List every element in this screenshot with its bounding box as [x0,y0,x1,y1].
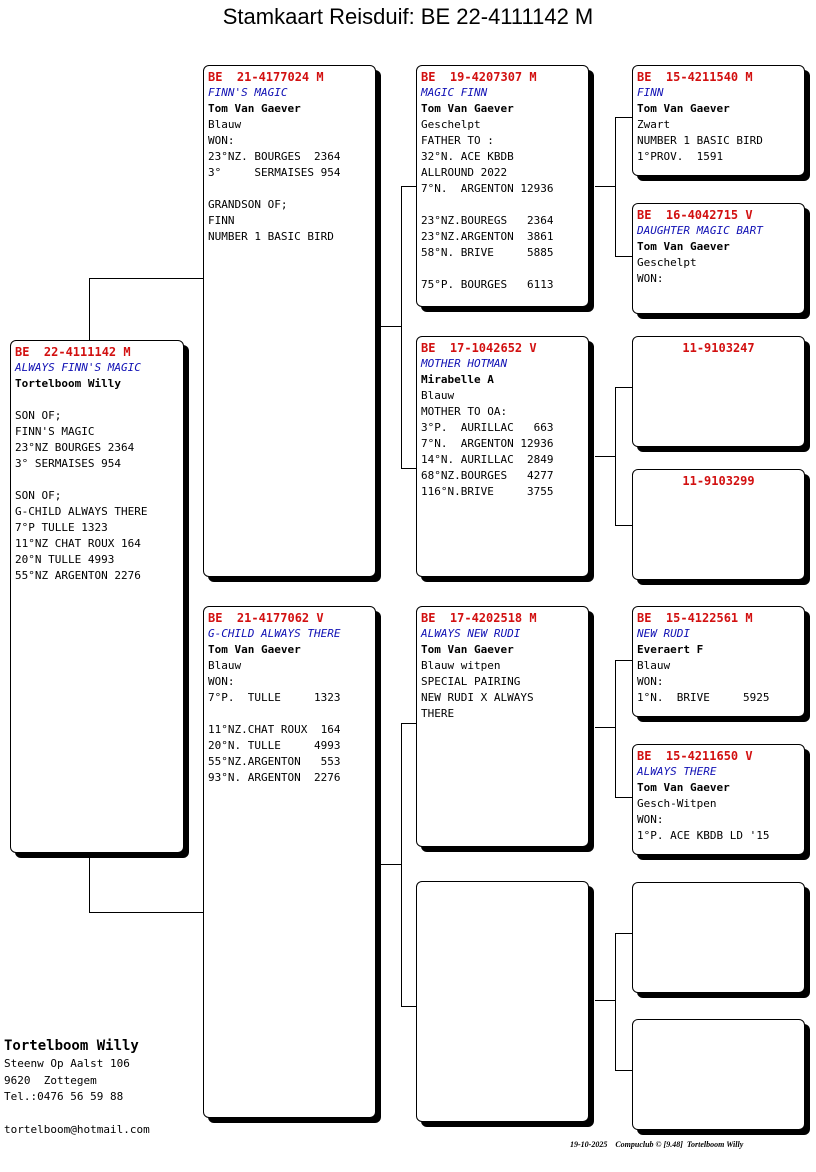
info-line [421,197,584,213]
ring-number: BE 17-1042652 V [421,341,537,355]
owner-name: Tom Van Gaever [637,102,730,115]
info-line: MOTHER TO OA: [421,405,508,418]
connector [595,456,616,457]
pigeon-card-father [203,65,376,577]
info-line: NEW RUDI X ALWAYS [421,691,534,704]
info-line: 55°NZ.ARGENTON 553 [208,755,341,768]
owner-name: Tom Van Gaever [637,240,730,253]
pigeon-name: DAUGHTER MAGIC BART [637,224,763,237]
ring-number: BE 21-4177062 V [208,611,324,625]
pigeon-card-fff [632,65,805,176]
connector [615,660,616,797]
owner-name: Tom Van Gaever [421,102,514,115]
ring-number: BE 22-4111142 M [15,345,131,359]
owner-name: Tom Van Gaever [208,643,301,656]
info-line: 3°P. AURILLAC 663 [421,421,554,434]
info-line: 3° SERMAISES 954 [15,457,121,470]
pigeon-card-fmm [632,469,805,580]
info-line: Zwart [637,118,671,131]
info-line [208,181,371,197]
info-line: ALLROUND 2022 [421,166,508,179]
ring-number: 11-9103247 [682,341,755,355]
footer: 19-10-2025 Compuclub © [9.48] Tortelboom Willy [570,1140,744,1149]
info-line: Gesch-Witpen [637,797,717,810]
info-line: WON: [637,272,664,285]
info-line: NUMBER 1 BASIC BIRD [637,134,763,147]
connector [615,933,633,934]
info-line: 23°NZ BOURGES 2364 [15,441,135,454]
connector [595,186,616,187]
info-line: 1°N. BRIVE 5925 [637,691,770,704]
info-line: Blauw witpen [421,659,501,672]
connector [615,387,633,388]
info-line [208,706,371,722]
info-line: WON: [208,675,235,688]
pigeon-name: ALWAYS NEW RUDI [421,627,521,640]
pigeon-card-mff [632,606,805,717]
info-line: 20°N TULLE 4993 [15,553,115,566]
pigeon-name: G-CHILD ALWAYS THERE [208,627,341,640]
connector [89,278,90,340]
pigeon-name: NEW RUDI [637,627,690,640]
connector [595,727,616,728]
breeder-email: tortelboom@hotmail.com [4,1122,150,1136]
pigeon-name: ALWAYS THERE [637,765,717,778]
info-line: 68°NZ.BOURGES 4277 [421,469,554,482]
info-line: 75°P. BOURGES 6113 [421,278,554,291]
info-line: 7°P. TULLE 1323 [208,691,341,704]
owner-name: Tom Van Gaever [421,643,514,656]
info-line: SON OF; [15,489,62,502]
info-line: 11°NZ.CHAT ROUX 164 [208,723,341,736]
info-line: 3° SERMAISES 954 [208,166,341,179]
ring-number: BE 21-4177024 M [208,70,324,84]
pigeon-name: MOTHER HOTMAN [421,357,508,370]
connector [89,857,90,912]
connector [615,525,633,526]
owner-name: Tom Van Gaever [208,102,301,115]
pigeon-name: FINN [637,86,664,99]
info-line: SON OF; [15,409,62,422]
connector [615,797,633,798]
owner-name: Everaert F [637,643,704,656]
info-line: WON: [208,134,235,147]
connector [401,186,402,468]
info-line [15,472,179,488]
owner-name: Tortelboom Willy [15,377,121,390]
breeder-street: Steenw Op Aalst 106 [4,1057,130,1070]
pigeon-card-father-father [416,65,589,307]
info-line: FINN'S MAGIC [15,425,95,438]
pigeon-name: ALWAYS FINN'S MAGIC [15,361,141,374]
connector [615,933,616,1070]
breeder-info [4,1036,150,1138]
owner-name: Mirabelle A [421,373,494,386]
connector [89,278,204,279]
info-line: 7°N. ARGENTON 12936 [421,437,554,450]
info-line: 93°N. ARGENTON 2276 [208,771,341,784]
breeder-name: Tortelboom Willy [4,1038,139,1054]
connector [615,117,633,118]
pigeon-card-mother [203,606,376,1118]
connector [615,1070,633,1071]
info-line: 32°N. ACE KBDB [421,150,514,163]
info-line: 11°NZ CHAT ROUX 164 [15,537,141,550]
info-line: 55°NZ ARGENTON 2276 [15,569,141,582]
info-line: THERE [421,707,455,720]
connector [615,117,616,256]
pigeon-card-subject [10,340,184,853]
connector [381,326,402,327]
ring-number: BE 15-4122561 M [637,611,753,625]
connector [595,1000,616,1001]
info-line: Blauw [208,659,242,672]
pigeon-card-mmf [632,882,805,993]
ring-number: BE 19-4207307 M [421,70,537,84]
breeder-phone: Tel.:0476 56 59 88 [4,1090,124,1103]
info-line: Blauw [421,389,455,402]
info-line: SPECIAL PAIRING [421,675,521,688]
info-line: Blauw [637,659,671,672]
info-line: 23°NZ.BOUREGS 2364 [421,214,554,227]
connector [401,468,417,469]
info-line: Blauw [208,118,242,131]
connector [615,660,633,661]
pigeon-card-mfm [632,744,805,855]
breeder-city: 9620 Zottegem [4,1073,97,1087]
info-line: GRANDSON OF; [208,198,288,211]
info-line: 20°N. TULLE 4993 [208,739,341,752]
ring-number: BE 17-4202518 M [421,611,537,625]
pigeon-card-mother-mother [416,881,589,1122]
pigeon-name: FINN'S MAGIC [208,86,288,99]
connector [401,186,417,187]
info-line: Geschelpt [637,256,697,269]
ring-number: BE 15-4211650 V [637,749,753,763]
info-line: 14°N. AURILLAC 2849 [421,453,554,466]
info-line: 23°NZ.ARGENTON 3861 [421,230,554,243]
connector [615,387,616,525]
info-line: 116°N.BRIVE 3755 [421,485,554,498]
pigeon-card-fmf [632,336,805,447]
ring-number: BE 16-4042715 V [637,208,753,222]
info-line: 58°N. BRIVE 5885 [421,246,554,259]
info-line: NUMBER 1 BASIC BIRD [208,230,334,243]
pigeon-card-father-mother [416,336,589,577]
connector [89,912,204,913]
pigeon-card-mother-father [416,606,589,847]
connector [615,256,633,257]
ring-number: BE 15-4211540 M [637,70,753,84]
pigeon-card-mmm [632,1019,805,1130]
info-line: 7°P TULLE 1323 [15,521,108,534]
owner-name: Tom Van Gaever [637,781,730,794]
info-line: 7°N. ARGENTON 12936 [421,182,554,195]
connector [401,723,417,724]
info-line [421,261,584,277]
info-line: 1°PROV. 1591 [637,150,724,163]
info-line: 1°P. ACE KBDB LD '15 [637,829,770,842]
connector [401,1006,417,1007]
info-line: G-CHILD ALWAYS THERE [15,505,148,518]
pigeon-card-ffm [632,203,805,314]
info-line: 23°NZ. BOURGES 2364 [208,150,341,163]
info-line [15,392,179,408]
pigeon-name: MAGIC FINN [421,86,488,99]
connector [381,864,402,865]
info-line: WON: [637,675,664,688]
info-line: WON: [637,813,664,826]
page-title: Stamkaart Reisduif: BE 22-4111142 M [222,4,594,29]
info-line: Geschelpt [421,118,481,131]
ring-number: 11-9103299 [682,474,755,488]
connector [401,723,402,1006]
info-line: FATHER TO : [421,134,494,147]
info-line: FINN [208,214,235,227]
